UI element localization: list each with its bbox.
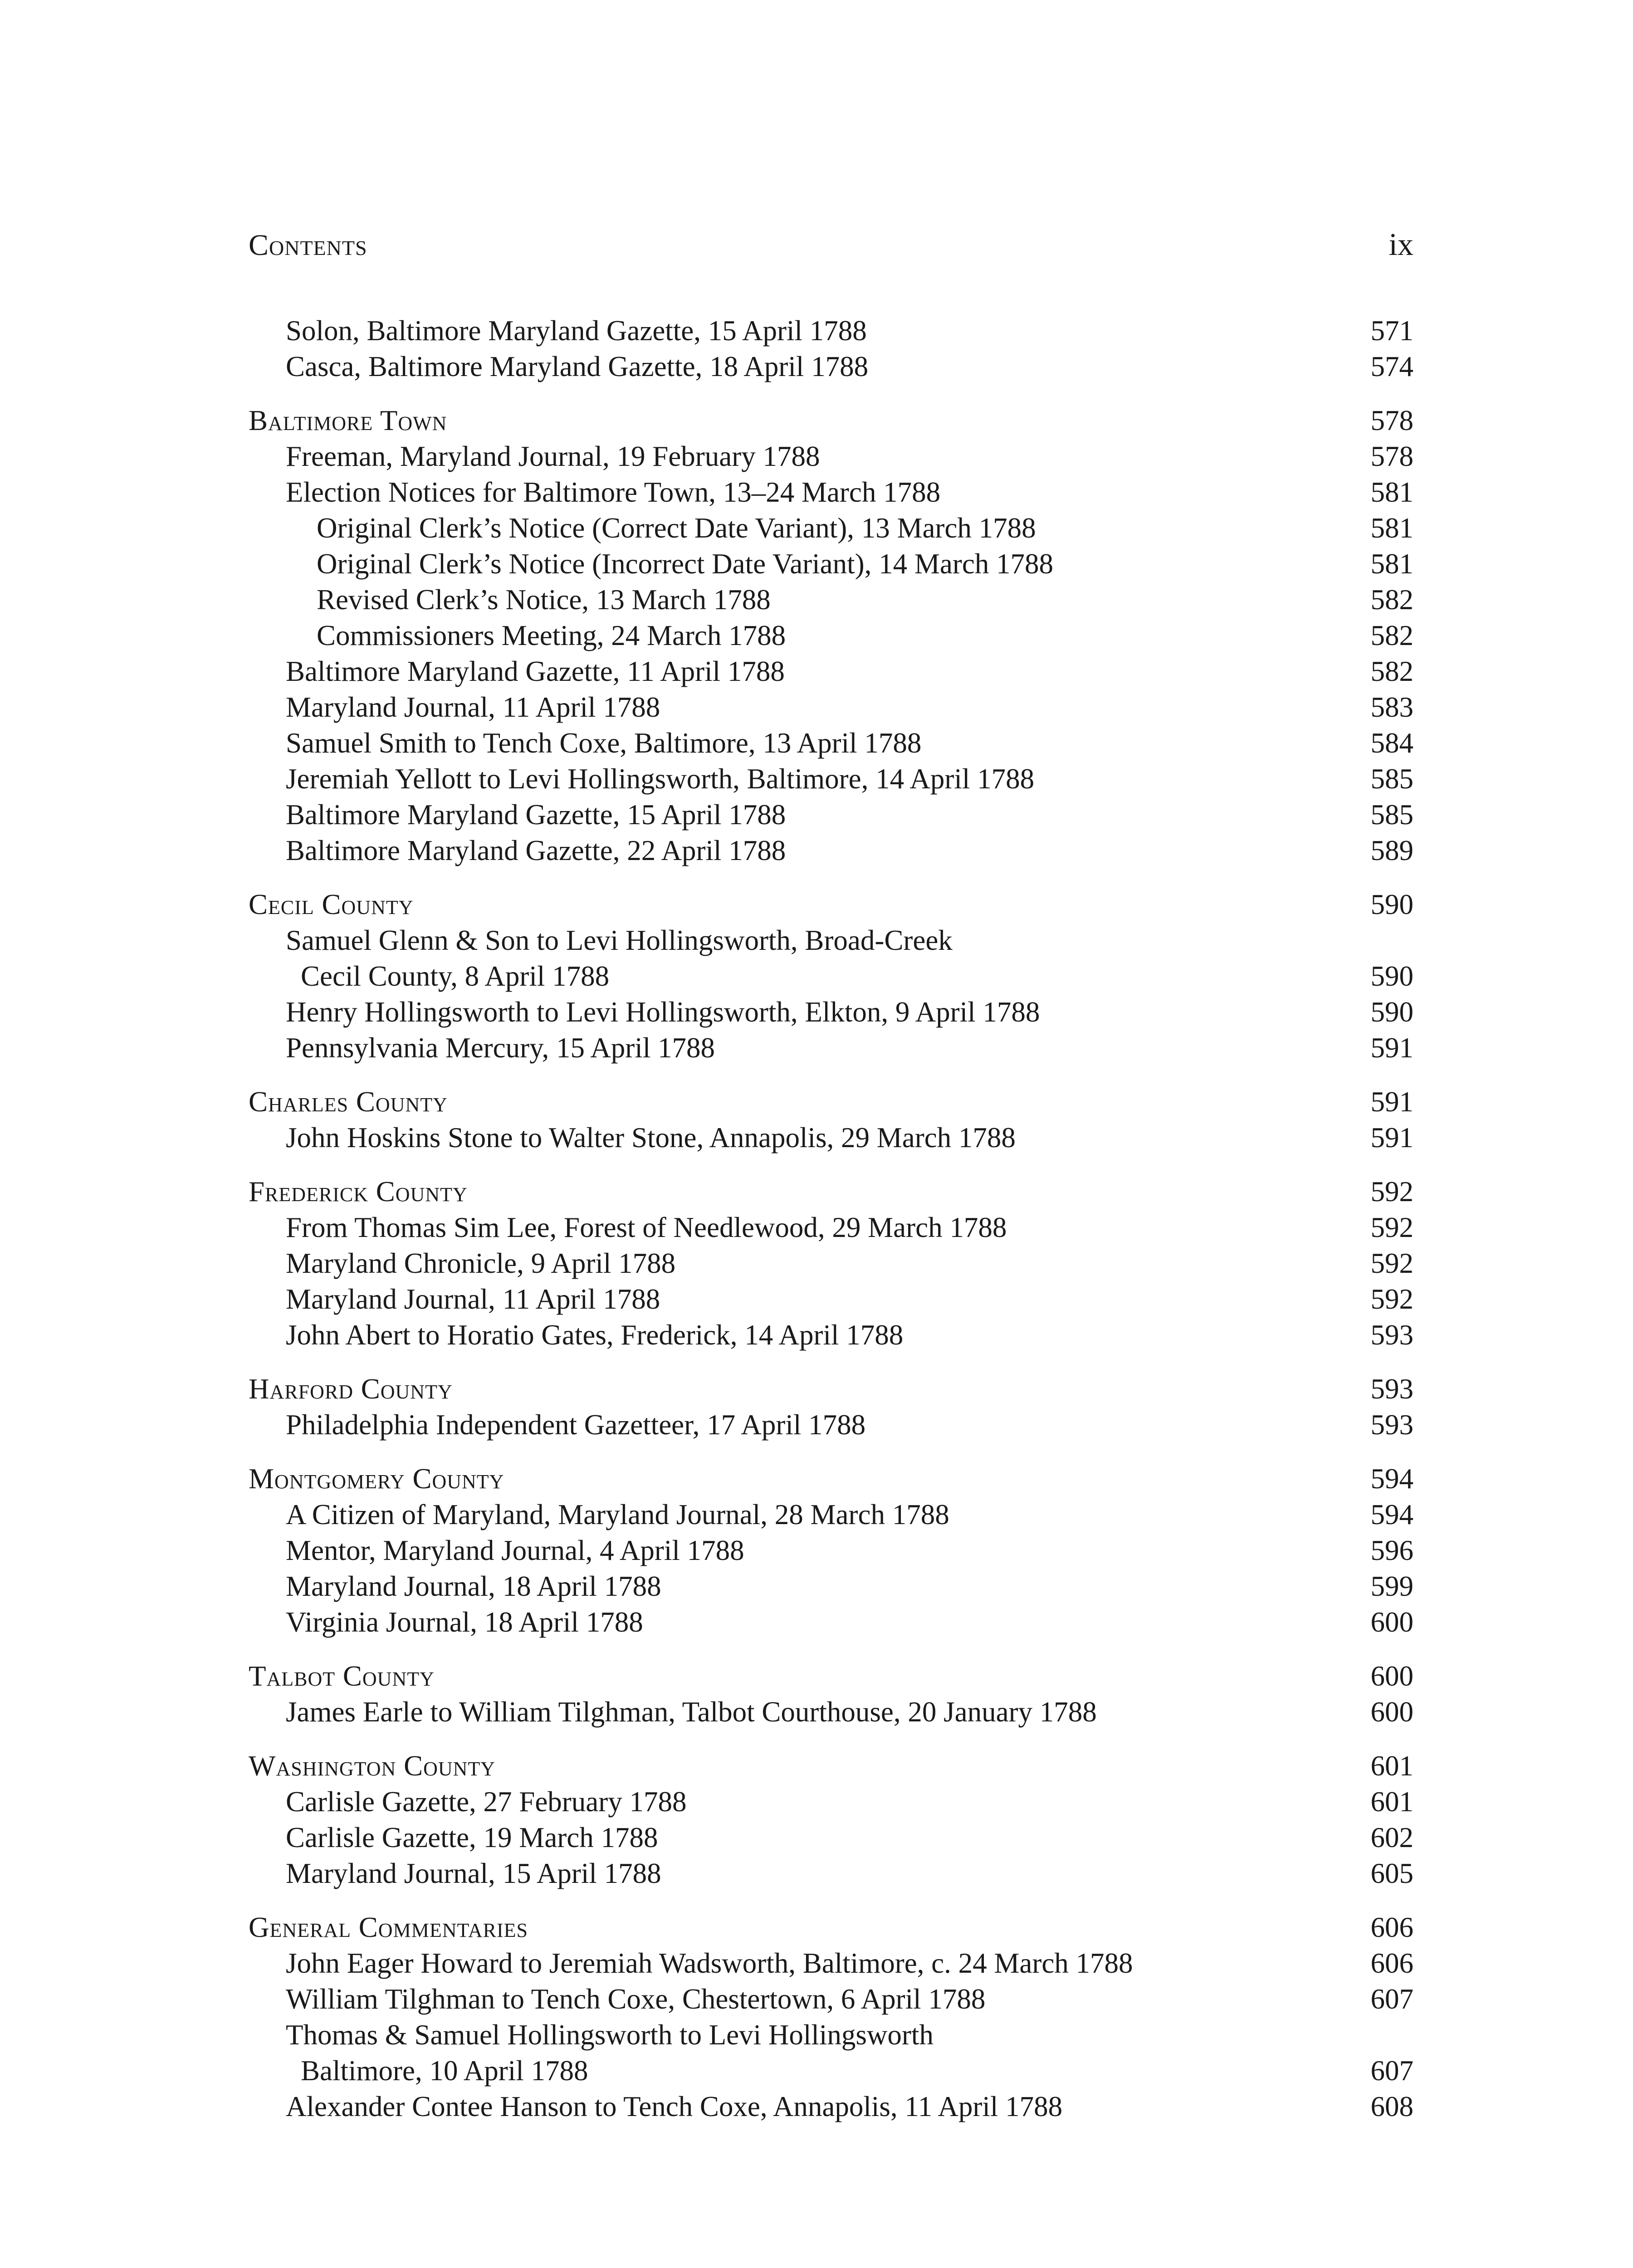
toc-entry-title: Commissioners Meeting, 24 March 1788 bbox=[317, 620, 786, 651]
toc-section-heading bbox=[249, 1174, 1413, 1210]
toc-entry bbox=[249, 923, 1413, 958]
toc-section-heading bbox=[249, 1910, 1413, 1945]
toc-entry-page: 596 bbox=[1370, 1535, 1413, 1566]
toc-entry bbox=[249, 689, 1413, 725]
toc-entry-page: 602 bbox=[1370, 1822, 1413, 1853]
toc-entry bbox=[249, 725, 1413, 761]
toc-entry bbox=[249, 958, 1413, 994]
toc-entry-page: 593 bbox=[1370, 1319, 1413, 1351]
toc-entry-title: Freeman, Maryland Journal, 19 February 1788 bbox=[286, 440, 820, 472]
toc-entry bbox=[249, 474, 1413, 510]
toc-section bbox=[249, 1658, 1413, 1730]
toc-entry-title: Carlisle Gazette, 27 February 1788 bbox=[286, 1786, 687, 1818]
toc-entry-page: 600 bbox=[1370, 1696, 1413, 1728]
page-number: ix bbox=[1389, 227, 1413, 262]
toc-entry-title: Maryland Journal, 11 April 1788 bbox=[286, 691, 660, 723]
toc-section bbox=[249, 1461, 1413, 1640]
toc-section bbox=[249, 313, 1413, 385]
toc-entry-title: From Thomas Sim Lee, Forest of Needlewood, 29 March 1788 bbox=[286, 1212, 1007, 1243]
toc-entry-page: 581 bbox=[1370, 512, 1413, 544]
toc-heading-title: Harford County bbox=[249, 1373, 453, 1405]
toc-heading-page: 600 bbox=[1370, 1660, 1413, 1692]
toc-entry bbox=[249, 349, 1413, 385]
toc-entry bbox=[249, 546, 1413, 582]
toc-entry-page: 592 bbox=[1370, 1283, 1413, 1315]
toc-entry-page: 574 bbox=[1370, 351, 1413, 382]
toc-entry bbox=[249, 1533, 1413, 1569]
toc-entry-title: William Tilghman to Tench Coxe, Chestertown, 6 April 1788 bbox=[286, 1983, 986, 2015]
toc-entry bbox=[249, 1820, 1413, 1856]
toc-entry-page: 584 bbox=[1370, 727, 1413, 759]
toc-entry bbox=[249, 510, 1413, 546]
toc-entry-title: Henry Hollingsworth to Levi Hollingsworth, Elkton, 9 April 1788 bbox=[286, 996, 1040, 1028]
toc-entry-page: 582 bbox=[1370, 584, 1413, 616]
toc-entry-page: 590 bbox=[1370, 960, 1413, 992]
toc-heading-title: Washington County bbox=[249, 1750, 496, 1782]
running-head bbox=[249, 227, 1413, 263]
toc-entry-title: Samuel Smith to Tench Coxe, Baltimore, 13 April 1788 bbox=[286, 727, 922, 759]
toc-entry-title: James Earle to William Tilghman, Talbot Courthouse, 20 January 1788 bbox=[286, 1696, 1097, 1728]
toc-section-heading bbox=[249, 403, 1413, 439]
toc-entry-title: Solon, Baltimore Maryland Gazette, 15 April 1788 bbox=[286, 315, 867, 347]
toc-entry bbox=[249, 1856, 1413, 1892]
toc-section bbox=[249, 1748, 1413, 1892]
toc-entry-title: Maryland Chronicle, 9 April 1788 bbox=[286, 1247, 676, 1279]
toc-entry bbox=[249, 1281, 1413, 1317]
toc-entry-title: Maryland Journal, 18 April 1788 bbox=[286, 1570, 661, 1602]
toc-heading-title: Montgomery County bbox=[249, 1463, 504, 1495]
toc-entry bbox=[249, 994, 1413, 1030]
toc-entry bbox=[249, 313, 1413, 349]
toc-entry-page: 585 bbox=[1370, 763, 1413, 795]
toc-entry bbox=[249, 1317, 1413, 1353]
toc-entry bbox=[249, 654, 1413, 689]
toc-entry-page: 571 bbox=[1370, 315, 1413, 347]
toc-section bbox=[249, 1084, 1413, 1156]
toc-entry bbox=[249, 1945, 1413, 1981]
toc-section-heading bbox=[249, 1084, 1413, 1120]
toc-entry-title: Alexander Contee Hanson to Tench Coxe, Annapolis, 11 April 1788 bbox=[286, 2091, 1063, 2122]
toc-entry-title: Carlisle Gazette, 19 March 1788 bbox=[286, 1822, 658, 1853]
toc-entry-title: Maryland Journal, 11 April 1788 bbox=[286, 1283, 660, 1315]
toc-heading-page: 592 bbox=[1370, 1176, 1413, 1207]
toc-entry-title: Mentor, Maryland Journal, 4 April 1788 bbox=[286, 1535, 744, 1566]
toc-entry-title: Cecil County, 8 April 1788 bbox=[301, 960, 610, 992]
toc-section-heading bbox=[249, 1461, 1413, 1497]
toc-entry bbox=[249, 761, 1413, 797]
toc-section-heading bbox=[249, 887, 1413, 923]
toc-section bbox=[249, 1371, 1413, 1443]
toc-entry-page: 606 bbox=[1370, 1947, 1413, 1979]
toc-entry-page: 578 bbox=[1370, 440, 1413, 472]
toc-entry-title: Election Notices for Baltimore Town, 13–24 March 1788 bbox=[286, 476, 941, 508]
toc-entry bbox=[249, 1120, 1413, 1156]
toc-heading-title: Baltimore Town bbox=[249, 405, 447, 436]
toc-entry-title: Baltimore Maryland Gazette, 11 April 1788 bbox=[286, 655, 785, 687]
toc-entry-page: 592 bbox=[1370, 1247, 1413, 1279]
toc-entry-title: Virginia Journal, 18 April 1788 bbox=[286, 1606, 643, 1638]
toc-heading-title: Frederick County bbox=[249, 1176, 468, 1207]
toc-entry bbox=[249, 1784, 1413, 1820]
toc-entry-page: 585 bbox=[1370, 799, 1413, 831]
toc-section bbox=[249, 887, 1413, 1066]
toc-entry-page: 589 bbox=[1370, 835, 1413, 866]
toc-entry-title: Casca, Baltimore Maryland Gazette, 18 April 1788 bbox=[286, 351, 869, 382]
toc-entry bbox=[249, 1694, 1413, 1730]
toc-entry-page: 583 bbox=[1370, 691, 1413, 723]
toc-entry-page: 591 bbox=[1370, 1032, 1413, 1064]
toc-entry bbox=[249, 582, 1413, 618]
toc-heading-page: 606 bbox=[1370, 1911, 1413, 1943]
toc-heading-page: 594 bbox=[1370, 1463, 1413, 1495]
toc-heading-page: 590 bbox=[1370, 889, 1413, 920]
toc-entry-page: 582 bbox=[1370, 655, 1413, 687]
toc-entry-page: 601 bbox=[1370, 1786, 1413, 1818]
toc-entry-page: 607 bbox=[1370, 1983, 1413, 2015]
toc-heading-page: 591 bbox=[1370, 1086, 1413, 1118]
toc-entry bbox=[249, 833, 1413, 869]
toc-entry bbox=[249, 797, 1413, 833]
toc-entry bbox=[249, 1497, 1413, 1533]
toc-heading-title: Talbot County bbox=[249, 1660, 435, 1692]
toc-entry-page: 608 bbox=[1370, 2091, 1413, 2122]
toc-entry-title: John Hoskins Stone to Walter Stone, Annapolis, 29 March 1788 bbox=[286, 1122, 1016, 1154]
toc-heading-title: Charles County bbox=[249, 1086, 448, 1118]
toc-entry-page: 581 bbox=[1370, 548, 1413, 580]
toc-entry-title: John Eager Howard to Jeremiah Wadsworth, Baltimore, c. 24 March 1788 bbox=[286, 1947, 1133, 1979]
toc-entry bbox=[249, 1030, 1413, 1066]
toc-entry-page: 590 bbox=[1370, 996, 1413, 1028]
toc-entry bbox=[249, 1604, 1413, 1640]
toc-entry bbox=[249, 2089, 1413, 2125]
toc-entry bbox=[249, 618, 1413, 654]
toc-entry-page: 599 bbox=[1370, 1570, 1413, 1602]
toc-entry-title: Baltimore Maryland Gazette, 15 April 1788 bbox=[286, 799, 786, 831]
toc-section bbox=[249, 1174, 1413, 1353]
toc-heading-title: Cecil County bbox=[249, 889, 414, 920]
toc-entry bbox=[249, 1210, 1413, 1246]
toc-heading-page: 601 bbox=[1370, 1750, 1413, 1782]
toc-section-heading bbox=[249, 1658, 1413, 1694]
toc-entry-title: A Citizen of Maryland, Maryland Journal, 28 March 1788 bbox=[286, 1499, 949, 1530]
toc-entry-title: Thomas & Samuel Hollingsworth to Levi Hollingsworth bbox=[286, 2019, 934, 2051]
toc-entry bbox=[249, 1981, 1413, 2017]
toc-section-heading bbox=[249, 1371, 1413, 1407]
toc-entry-title: Revised Clerk’s Notice, 13 March 1788 bbox=[317, 584, 771, 616]
toc-entry bbox=[249, 2053, 1413, 2089]
toc-section-heading bbox=[249, 1748, 1413, 1784]
toc-entry bbox=[249, 1246, 1413, 1281]
toc-entry-page: 592 bbox=[1370, 1212, 1413, 1243]
toc-entry-page: 593 bbox=[1370, 1409, 1413, 1441]
toc-entry-page: 600 bbox=[1370, 1606, 1413, 1638]
toc-entry-title: Baltimore, 10 April 1788 bbox=[301, 2055, 588, 2087]
toc-entry bbox=[249, 439, 1413, 474]
toc-heading-page: 578 bbox=[1370, 405, 1413, 436]
toc-heading-title: General Commentaries bbox=[249, 1911, 528, 1943]
toc-entry-page: 581 bbox=[1370, 476, 1413, 508]
running-title: Contents bbox=[249, 229, 367, 262]
toc-entry-title: Baltimore Maryland Gazette, 22 April 1788 bbox=[286, 835, 786, 866]
toc-entry bbox=[249, 1569, 1413, 1604]
toc-entry-title: Maryland Journal, 15 April 1788 bbox=[286, 1857, 661, 1889]
toc-entry-page: 607 bbox=[1370, 2055, 1413, 2087]
toc-entry-title: Pennsylvania Mercury, 15 April 1788 bbox=[286, 1032, 715, 1064]
toc-entry-page: 591 bbox=[1370, 1122, 1413, 1154]
toc-entry-page: 582 bbox=[1370, 620, 1413, 651]
toc-entry-title: Original Clerk’s Notice (Correct Date Variant), 13 March 1788 bbox=[317, 512, 1036, 544]
table-of-contents bbox=[249, 313, 1413, 2143]
toc-entry-title: Jeremiah Yellott to Levi Hollingsworth, Baltimore, 14 April 1788 bbox=[286, 763, 1035, 795]
toc-entry-title: Original Clerk’s Notice (Incorrect Date Variant), 14 March 1788 bbox=[317, 548, 1054, 580]
toc-entry-page: 605 bbox=[1370, 1857, 1413, 1889]
toc-entry bbox=[249, 1407, 1413, 1443]
toc-entry-title: Samuel Glenn & Son to Levi Hollingsworth, Broad-Creek bbox=[286, 924, 953, 956]
toc-heading-page: 593 bbox=[1370, 1373, 1413, 1405]
toc-entry-page: 594 bbox=[1370, 1499, 1413, 1530]
toc-section bbox=[249, 1910, 1413, 2125]
toc-section bbox=[249, 403, 1413, 869]
toc-entry bbox=[249, 2017, 1413, 2053]
toc-entry-title: Philadelphia Independent Gazetteer, 17 April 1788 bbox=[286, 1409, 866, 1441]
toc-entry-title: John Abert to Horatio Gates, Frederick, 14 April 1788 bbox=[286, 1319, 904, 1351]
